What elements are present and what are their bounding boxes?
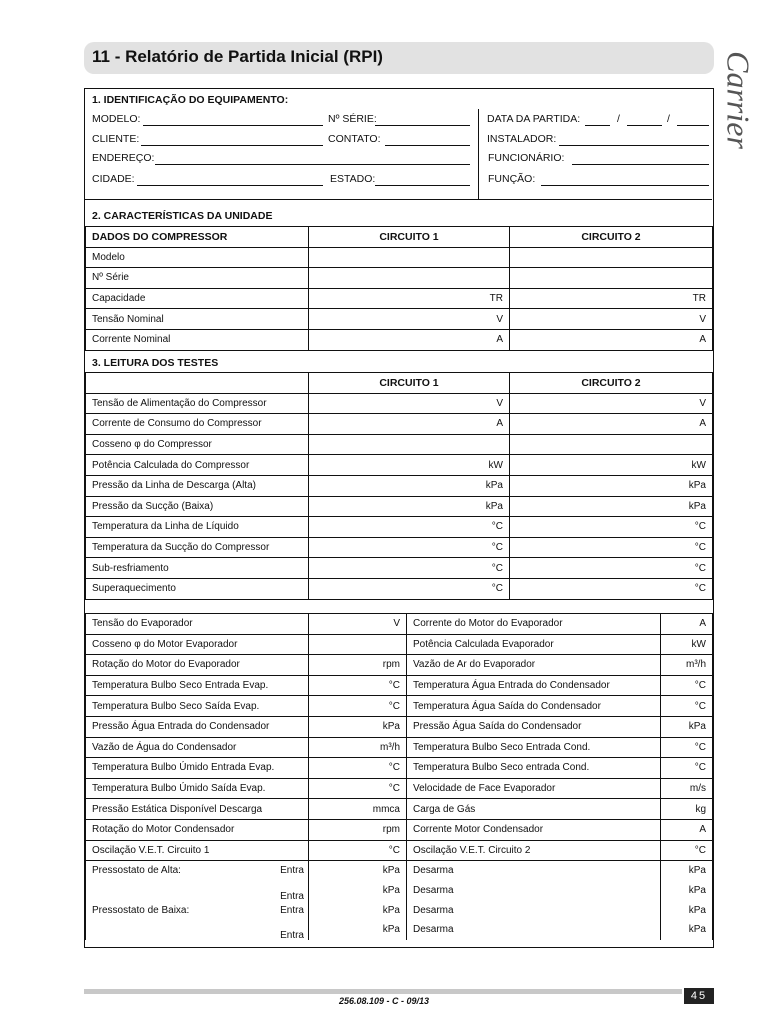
- table-row: [86, 614, 713, 635]
- circuit-1-value[interactable]: [309, 247, 510, 268]
- input-cliente[interactable]: [141, 145, 323, 146]
- row-label: Temperatura da Linha de Líquido: [86, 517, 309, 538]
- left-value[interactable]: °C: [309, 778, 407, 799]
- divider: [478, 109, 479, 199]
- row-label: Cosseno φ do Motor Evaporador: [86, 634, 309, 655]
- row-label: Corrente de Consumo do Compressor: [86, 414, 309, 435]
- table-row: [86, 675, 713, 696]
- right-value[interactable]: °C: [661, 737, 713, 758]
- row-label: Nº Série: [86, 268, 309, 289]
- table-row: [86, 247, 713, 268]
- circuit-1-value[interactable]: V: [309, 309, 510, 330]
- label-endereco: ENDEREÇO:: [92, 152, 155, 164]
- right-value[interactable]: kPa: [661, 861, 713, 881]
- row-label: Superaquecimento: [86, 578, 309, 599]
- table-row: [86, 414, 713, 435]
- left-value[interactable]: kPa: [309, 920, 407, 940]
- test-readings-table: [85, 372, 713, 600]
- circuit-2-value[interactable]: kW: [510, 455, 713, 476]
- left-value[interactable]: kPa: [309, 881, 407, 901]
- pressostat-row: [86, 900, 713, 920]
- right-value[interactable]: m³/h: [661, 655, 713, 676]
- row-label: Velocidade de Face Evaporador: [407, 778, 661, 799]
- row-label: Temperatura Água Entrada do Condensador: [407, 675, 661, 696]
- pressostat-sub: Entra: [280, 929, 304, 940]
- label-data-partida: DATA DA PARTIDA:: [487, 113, 581, 125]
- right-value[interactable]: °C: [661, 758, 713, 779]
- left-value[interactable]: kPa: [309, 900, 407, 920]
- pressostat-label: Pressostato de Baixa:: [92, 904, 190, 916]
- row-label: Temperatura Água Saída do Condensador: [407, 696, 661, 717]
- evaporator-condenser-table: [85, 613, 713, 940]
- row-label: Temperatura da Sucção do Compressor: [86, 537, 309, 558]
- pressostat-label-cell: [86, 861, 309, 881]
- table-row: [86, 329, 713, 350]
- circuit-1-value[interactable]: TR: [309, 288, 510, 309]
- circuit-1-value[interactable]: A: [309, 414, 510, 435]
- circuit-2-value[interactable]: TR: [510, 288, 713, 309]
- left-value[interactable]: °C: [309, 758, 407, 779]
- column-header: CIRCUITO 2: [510, 227, 713, 248]
- row-label: Rotação do Motor Condensador: [86, 819, 309, 840]
- row-label: Carga de Gás: [407, 799, 661, 820]
- right-value[interactable]: kg: [661, 799, 713, 820]
- label-estado: ESTADO:: [330, 173, 376, 185]
- brand-name: Carrier: [720, 51, 757, 149]
- label-modelo: MODELO:: [92, 113, 141, 125]
- pressostat-row: [86, 920, 713, 940]
- row-label: Oscilação V.E.T. Circuito 2: [407, 840, 661, 861]
- row-label: Temperatura Bulbo Seco entrada Cond.: [407, 758, 661, 779]
- input-day[interactable]: [585, 125, 610, 126]
- left-value[interactable]: m³/h: [309, 737, 407, 758]
- row-label: Pressão Água Entrada do Condensador: [86, 716, 309, 737]
- right-value[interactable]: kPa: [661, 900, 713, 920]
- row-label: Tensão do Evaporador: [86, 614, 309, 635]
- input-funcionario[interactable]: [572, 164, 709, 165]
- input-month[interactable]: [627, 125, 662, 126]
- label-serie: Nº SÉRIE:: [328, 113, 377, 125]
- table-row: [86, 496, 713, 517]
- row-label: Pressão da Sucção (Baixa): [86, 496, 309, 517]
- circuit-1-value[interactable]: V: [309, 393, 510, 414]
- row-label: Vazão de Ar do Evaporador: [407, 655, 661, 676]
- section-identification: [85, 89, 712, 200]
- table-row: [86, 840, 713, 861]
- row-label: Potência Calculada Evaporador: [407, 634, 661, 655]
- input-year[interactable]: [677, 125, 709, 126]
- pressostat-row: [86, 881, 713, 901]
- circuit-2-value[interactable]: °C: [510, 537, 713, 558]
- row-label: Sub-resfriamento: [86, 558, 309, 579]
- page-title: 11 - Relatório de Partida Inicial (RPI): [92, 47, 383, 66]
- left-value[interactable]: rpm: [309, 819, 407, 840]
- table-row: [86, 517, 713, 538]
- right-value[interactable]: kPa: [661, 716, 713, 737]
- section-title: 3. LEITURA DOS TESTES: [92, 357, 219, 369]
- circuit-1-value[interactable]: kPa: [309, 496, 510, 517]
- circuit-1-value[interactable]: [309, 268, 510, 289]
- circuit-1-value[interactable]: °C: [309, 537, 510, 558]
- section-title: 1. IDENTIFICAÇÃO DO EQUIPAMENTO:: [92, 94, 289, 106]
- column-header: [86, 373, 309, 394]
- row-label: Corrente Nominal: [86, 329, 309, 350]
- row-label: Oscilação V.E.T. Circuito 1: [86, 840, 309, 861]
- row-label: Pressão Estática Disponível Descarga: [86, 799, 309, 820]
- circuit-2-value[interactable]: °C: [510, 578, 713, 599]
- left-value[interactable]: °C: [309, 675, 407, 696]
- row-label: Rotação do Motor do Evaporador: [86, 655, 309, 676]
- table-row: [86, 475, 713, 496]
- input-modelo[interactable]: [143, 125, 323, 126]
- pressostat-label-cell: [86, 881, 309, 901]
- table-row: [86, 634, 713, 655]
- left-value[interactable]: °C: [309, 840, 407, 861]
- table-row: [86, 578, 713, 599]
- row-label: Desarma: [407, 861, 661, 881]
- row-label: Temperatura Bulbo Úmido Saída Evap.: [86, 778, 309, 799]
- right-value[interactable]: °C: [661, 675, 713, 696]
- label-contato: CONTATO:: [328, 133, 381, 145]
- rpi-form: [84, 88, 714, 948]
- circuit-1-value[interactable]: A: [309, 329, 510, 350]
- right-value[interactable]: A: [661, 614, 713, 635]
- circuit-2-value[interactable]: [510, 268, 713, 289]
- table-row: [86, 268, 713, 289]
- pressostat-sub: Entra: [280, 904, 304, 916]
- row-label: Capacidade: [86, 288, 309, 309]
- left-value[interactable]: mmca: [309, 799, 407, 820]
- left-value[interactable]: [309, 634, 407, 655]
- right-value[interactable]: °C: [661, 696, 713, 717]
- circuit-2-value[interactable]: kPa: [510, 475, 713, 496]
- row-label: Temperatura Bulbo Seco Entrada Evap.: [86, 675, 309, 696]
- input-instalador[interactable]: [559, 145, 709, 146]
- row-label: Temperatura Bulbo Seco Saída Evap.: [86, 696, 309, 717]
- circuit-2-value[interactable]: A: [510, 329, 713, 350]
- input-funcao[interactable]: [541, 185, 709, 186]
- right-value[interactable]: kW: [661, 634, 713, 655]
- footer-bar: [84, 989, 682, 994]
- circuit-2-value[interactable]: [510, 434, 713, 455]
- brand-logo: [716, 40, 760, 160]
- input-serie[interactable]: [375, 125, 470, 126]
- circuit-2-value[interactable]: °C: [510, 517, 713, 538]
- table-row: [86, 799, 713, 820]
- pressostat-label-cell: [86, 900, 309, 920]
- label-cliente: CLIENTE:: [92, 133, 140, 145]
- row-label: Tensão de Alimentação do Compressor: [86, 393, 309, 414]
- circuit-1-value[interactable]: °C: [309, 578, 510, 599]
- left-value[interactable]: °C: [309, 696, 407, 717]
- left-value[interactable]: kPa: [309, 716, 407, 737]
- date-separator: /: [667, 113, 670, 125]
- table-row: [86, 537, 713, 558]
- document-code: 256.08.109 - C - 09/13: [338, 996, 430, 1006]
- left-value[interactable]: V: [309, 614, 407, 635]
- input-contato[interactable]: [385, 145, 470, 146]
- label-instalador: INSTALADOR:: [487, 133, 557, 145]
- table-header-row: [86, 373, 713, 394]
- row-label: Temperatura Bulbo Úmido Entrada Evap.: [86, 758, 309, 779]
- compressor-data-table: [85, 226, 713, 351]
- row-label: Desarma: [407, 881, 661, 901]
- circuit-2-value[interactable]: °C: [510, 558, 713, 579]
- circuit-2-value[interactable]: V: [510, 393, 713, 414]
- right-value[interactable]: A: [661, 819, 713, 840]
- circuit-1-value[interactable]: kPa: [309, 475, 510, 496]
- column-header: CIRCUITO 1: [309, 373, 510, 394]
- table-row: [86, 455, 713, 476]
- right-value[interactable]: m/s: [661, 778, 713, 799]
- pressostat-label: Pressostato de Alta:: [92, 865, 181, 877]
- row-label: Desarma: [407, 920, 661, 940]
- input-estado[interactable]: [375, 185, 470, 186]
- circuit-1-value[interactable]: °C: [309, 517, 510, 538]
- table-row: [86, 716, 713, 737]
- row-label: Potência Calculada do Compressor: [86, 455, 309, 476]
- table-row: [86, 655, 713, 676]
- table-row: [86, 309, 713, 330]
- row-label: Pressão Água Saída do Condensador: [407, 716, 661, 737]
- table-row: [86, 393, 713, 414]
- input-cidade[interactable]: [137, 185, 323, 186]
- row-label: Vazão de Água do Condensador: [86, 737, 309, 758]
- pressostat-sub: Entra: [280, 865, 304, 877]
- column-header: CIRCUITO 1: [309, 227, 510, 248]
- row-label: Tensão Nominal: [86, 309, 309, 330]
- right-value[interactable]: kPa: [661, 920, 713, 940]
- circuit-2-value[interactable]: A: [510, 414, 713, 435]
- circuit-1-value[interactable]: [309, 434, 510, 455]
- table-header-row: [86, 227, 713, 248]
- row-label: Modelo: [86, 247, 309, 268]
- column-header: DADOS DO COMPRESSOR: [86, 227, 309, 248]
- row-label: Corrente do Motor do Evaporador: [407, 614, 661, 635]
- row-label: Temperatura Bulbo Seco Entrada Cond.: [407, 737, 661, 758]
- table-row: [86, 558, 713, 579]
- section-title: 2. CARACTERÍSTICAS DA UNIDADE: [92, 210, 273, 222]
- table-row: [86, 819, 713, 840]
- row-label: Corrente Motor Condensador: [407, 819, 661, 840]
- table-row: [86, 696, 713, 717]
- circuit-2-value[interactable]: [510, 247, 713, 268]
- row-label: Desarma: [407, 900, 661, 920]
- column-header: CIRCUITO 2: [510, 373, 713, 394]
- circuit-1-value[interactable]: kW: [309, 455, 510, 476]
- label-funcao: FUNÇÃO:: [488, 173, 536, 185]
- right-value[interactable]: kPa: [661, 881, 713, 901]
- page-number: 45: [684, 988, 714, 1004]
- row-label: Cosseno φ do Compressor: [86, 434, 309, 455]
- left-value[interactable]: kPa: [309, 861, 407, 881]
- table-row: [86, 434, 713, 455]
- table-row: [86, 758, 713, 779]
- circuit-1-value[interactable]: °C: [309, 558, 510, 579]
- table-row: [86, 288, 713, 309]
- pressostat-label-cell: [86, 920, 309, 940]
- right-value[interactable]: °C: [661, 840, 713, 861]
- pressostat-row: [86, 861, 713, 881]
- row-label: Pressão da Linha de Descarga (Alta): [86, 475, 309, 496]
- label-cidade: CIDADE:: [92, 173, 135, 185]
- table-row: [86, 778, 713, 799]
- circuit-2-value[interactable]: kPa: [510, 496, 713, 517]
- left-value[interactable]: rpm: [309, 655, 407, 676]
- label-funcionario: FUNCIONÁRIO:: [488, 152, 565, 164]
- circuit-2-value[interactable]: V: [510, 309, 713, 330]
- input-endereco[interactable]: [155, 164, 470, 165]
- table-row: [86, 737, 713, 758]
- pressostat-sub: Entra: [280, 890, 304, 901]
- date-separator: /: [617, 113, 620, 125]
